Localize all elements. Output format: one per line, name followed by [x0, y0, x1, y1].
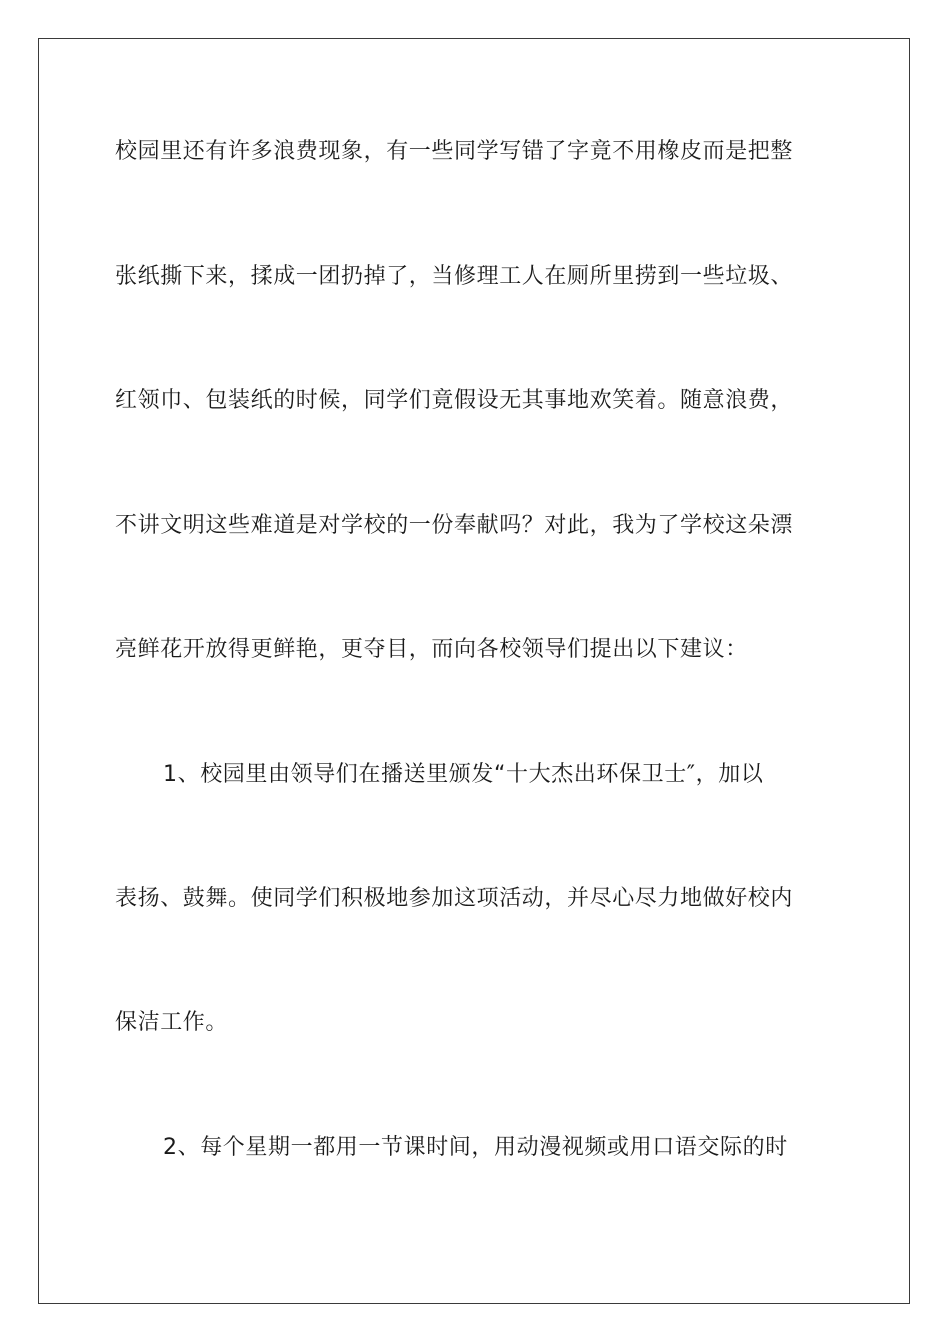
list-item-1-line: 保洁工作。: [115, 1010, 229, 1035]
paragraph-line: 亮鲜花开放得更鲜艳，更夺目，而向各校领导们提出以下建议：: [115, 637, 748, 662]
list-item-1-line: 表扬、鼓舞。使同学们积极地参加这项活动，并尽心尽力地做好校内: [115, 886, 794, 911]
page-border: [38, 38, 910, 1304]
list-item-1-line: 1、校园里由领导们在播送里颁发“十大杰出环保卫士″，加以: [163, 762, 764, 787]
list-item-2-line: 2、每个星期一都用一节课时间，用动漫视频或用口语交际的时: [163, 1135, 788, 1160]
paragraph-line: 校园里还有许多浪费现象，有一些同学写错了字竟不用橡皮而是把整: [115, 139, 794, 164]
paragraph-line: 不讲文明这些难道是对学校的一份奉献吗？对此，我为了学校这朵漂: [115, 513, 794, 538]
paragraph-line: 红领巾、包装纸的时候，同学们竟假设无其事地欢笑着。随意浪费，: [115, 388, 794, 413]
paragraph-line: 张纸撕下来，揉成一团扔掉了，当修理工人在厕所里捞到一些垃圾、: [115, 264, 794, 289]
